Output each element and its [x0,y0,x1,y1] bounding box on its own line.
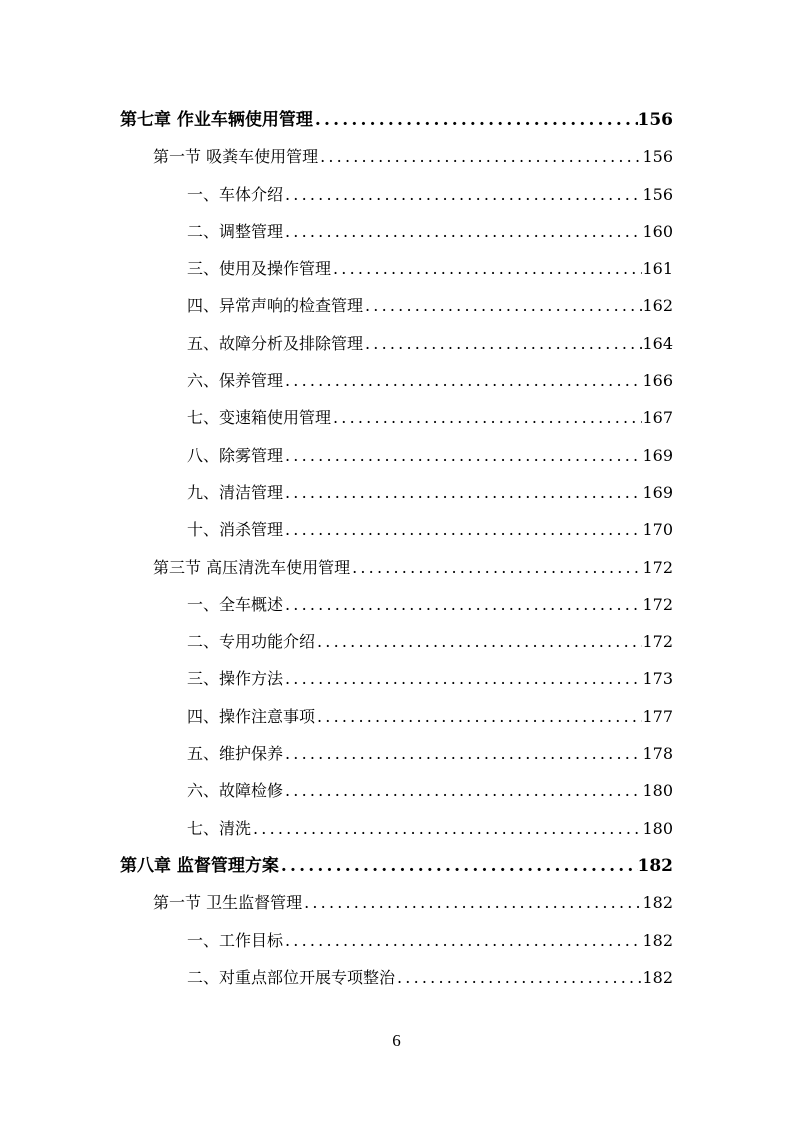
table-of-contents [0,101,793,996]
toc-entry-page: 180 [642,818,673,838]
toc-dot-leader [315,109,638,131]
toc-entry[interactable] [0,250,793,287]
toc-entry[interactable] [0,287,793,324]
toc-entry-page: 173 [642,669,673,689]
toc-entry[interactable] [0,623,793,660]
toc-entry[interactable] [0,660,793,697]
toc-entry-title: 一、工作目标 [187,930,284,950]
toc-entry-title: 一、全车概述 [187,594,284,614]
toc-entry[interactable] [0,474,793,511]
toc-dot-leader [285,221,642,243]
toc-dot-leader [285,370,642,392]
toc-entry[interactable] [0,437,793,474]
toc-entry-page: 182 [642,893,673,913]
toc-entry[interactable] [0,399,793,436]
toc-dot-leader [333,258,642,280]
toc-entry-page: 178 [642,744,673,764]
toc-entry-title: 第三节 高压清洗车使用管理 [153,557,351,577]
toc-dot-leader [397,967,642,989]
toc-entry[interactable] [0,959,793,996]
toc-entry-title: 三、使用及操作管理 [187,259,332,279]
toc-dot-leader [285,445,642,467]
toc-dot-leader [352,557,642,579]
toc-entry-title: 四、操作注意事项 [187,706,316,726]
toc-entry[interactable] [0,176,793,213]
toc-entry-title: 八、除雾管理 [187,445,284,465]
toc-entry[interactable] [0,698,793,735]
toc-dot-leader [285,184,642,206]
toc-entry-title: 一、车体介绍 [187,184,284,204]
toc-entry[interactable] [0,138,793,175]
toc-dot-leader [320,146,642,168]
toc-entry-page: 180 [642,781,673,801]
toc-entry[interactable] [0,586,793,623]
toc-entry[interactable] [0,847,793,884]
toc-entry-title: 四、异常声响的检查管理 [187,296,364,316]
toc-entry[interactable] [0,325,793,362]
page-number: 6 [392,1031,401,1050]
toc-entry-title: 第八章 监督管理方案 [120,855,279,876]
toc-entry-page: 169 [642,445,673,465]
toc-entry-page: 170 [642,520,673,540]
toc-entry-title: 六、故障检修 [187,781,284,801]
toc-dot-leader [365,333,642,355]
toc-entry[interactable] [0,884,793,921]
toc-entry-title: 三、操作方法 [187,669,284,689]
toc-entry-page: 182 [637,855,673,876]
toc-dot-leader [281,855,638,877]
toc-entry-page: 177 [642,706,673,726]
toc-dot-leader [285,668,642,690]
toc-dot-leader [285,482,642,504]
toc-dot-leader [304,892,642,914]
toc-entry-page: 169 [642,482,673,502]
toc-entry-title: 十、消杀管理 [187,520,284,540]
toc-dot-leader [285,594,642,616]
toc-entry[interactable] [0,511,793,548]
toc-entry-page: 167 [642,408,673,428]
toc-entry-page: 156 [642,184,673,204]
toc-dot-leader [253,818,642,840]
toc-entry-title: 九、清洁管理 [187,482,284,502]
toc-entry[interactable] [0,213,793,250]
toc-dot-leader [285,780,642,802]
toc-entry-page: 172 [642,632,673,652]
toc-entry[interactable] [0,772,793,809]
toc-entry-title: 七、变速箱使用管理 [187,408,332,428]
toc-entry[interactable] [0,549,793,586]
toc-entry-page: 156 [637,110,673,130]
toc-entry-title: 第一节 卫生监督管理 [153,893,303,913]
toc-entry-page: 182 [642,930,673,950]
toc-entry-title: 二、专用功能介绍 [187,632,316,652]
toc-entry-title: 第一节 吸粪车使用管理 [153,147,319,167]
toc-entry-title: 七、清洗 [187,818,252,838]
toc-entry-page: 172 [642,557,673,577]
toc-entry-title: 第七章 作业车辆使用管理 [120,110,313,130]
toc-entry-page: 182 [642,967,673,987]
toc-dot-leader [285,519,642,541]
toc-entry-title: 五、维护保养 [187,744,284,764]
toc-entry-page: 172 [642,594,673,614]
toc-entry[interactable] [0,810,793,847]
toc-entry-page: 161 [642,259,673,279]
toc-entry-page: 164 [642,333,673,353]
toc-dot-leader [285,930,642,952]
toc-entry[interactable] [0,922,793,959]
toc-entry-page: 166 [642,371,673,391]
toc-entry[interactable] [0,735,793,772]
toc-entry[interactable] [0,362,793,399]
toc-entry-title: 五、故障分析及排除管理 [187,333,364,353]
toc-dot-leader [365,295,642,317]
toc-dot-leader [317,631,642,653]
toc-entry-title: 二、对重点部位开展专项整治 [187,967,396,987]
toc-dot-leader [285,743,642,765]
toc-entry-page: 156 [642,147,673,167]
toc-entry-page: 162 [642,296,673,316]
toc-entry-title: 二、调整管理 [187,221,284,241]
toc-dot-leader [317,706,642,728]
toc-entry-page: 160 [642,221,673,241]
toc-dot-leader [333,407,642,429]
toc-entry[interactable] [0,101,793,138]
toc-entry-title: 六、保养管理 [187,371,284,391]
